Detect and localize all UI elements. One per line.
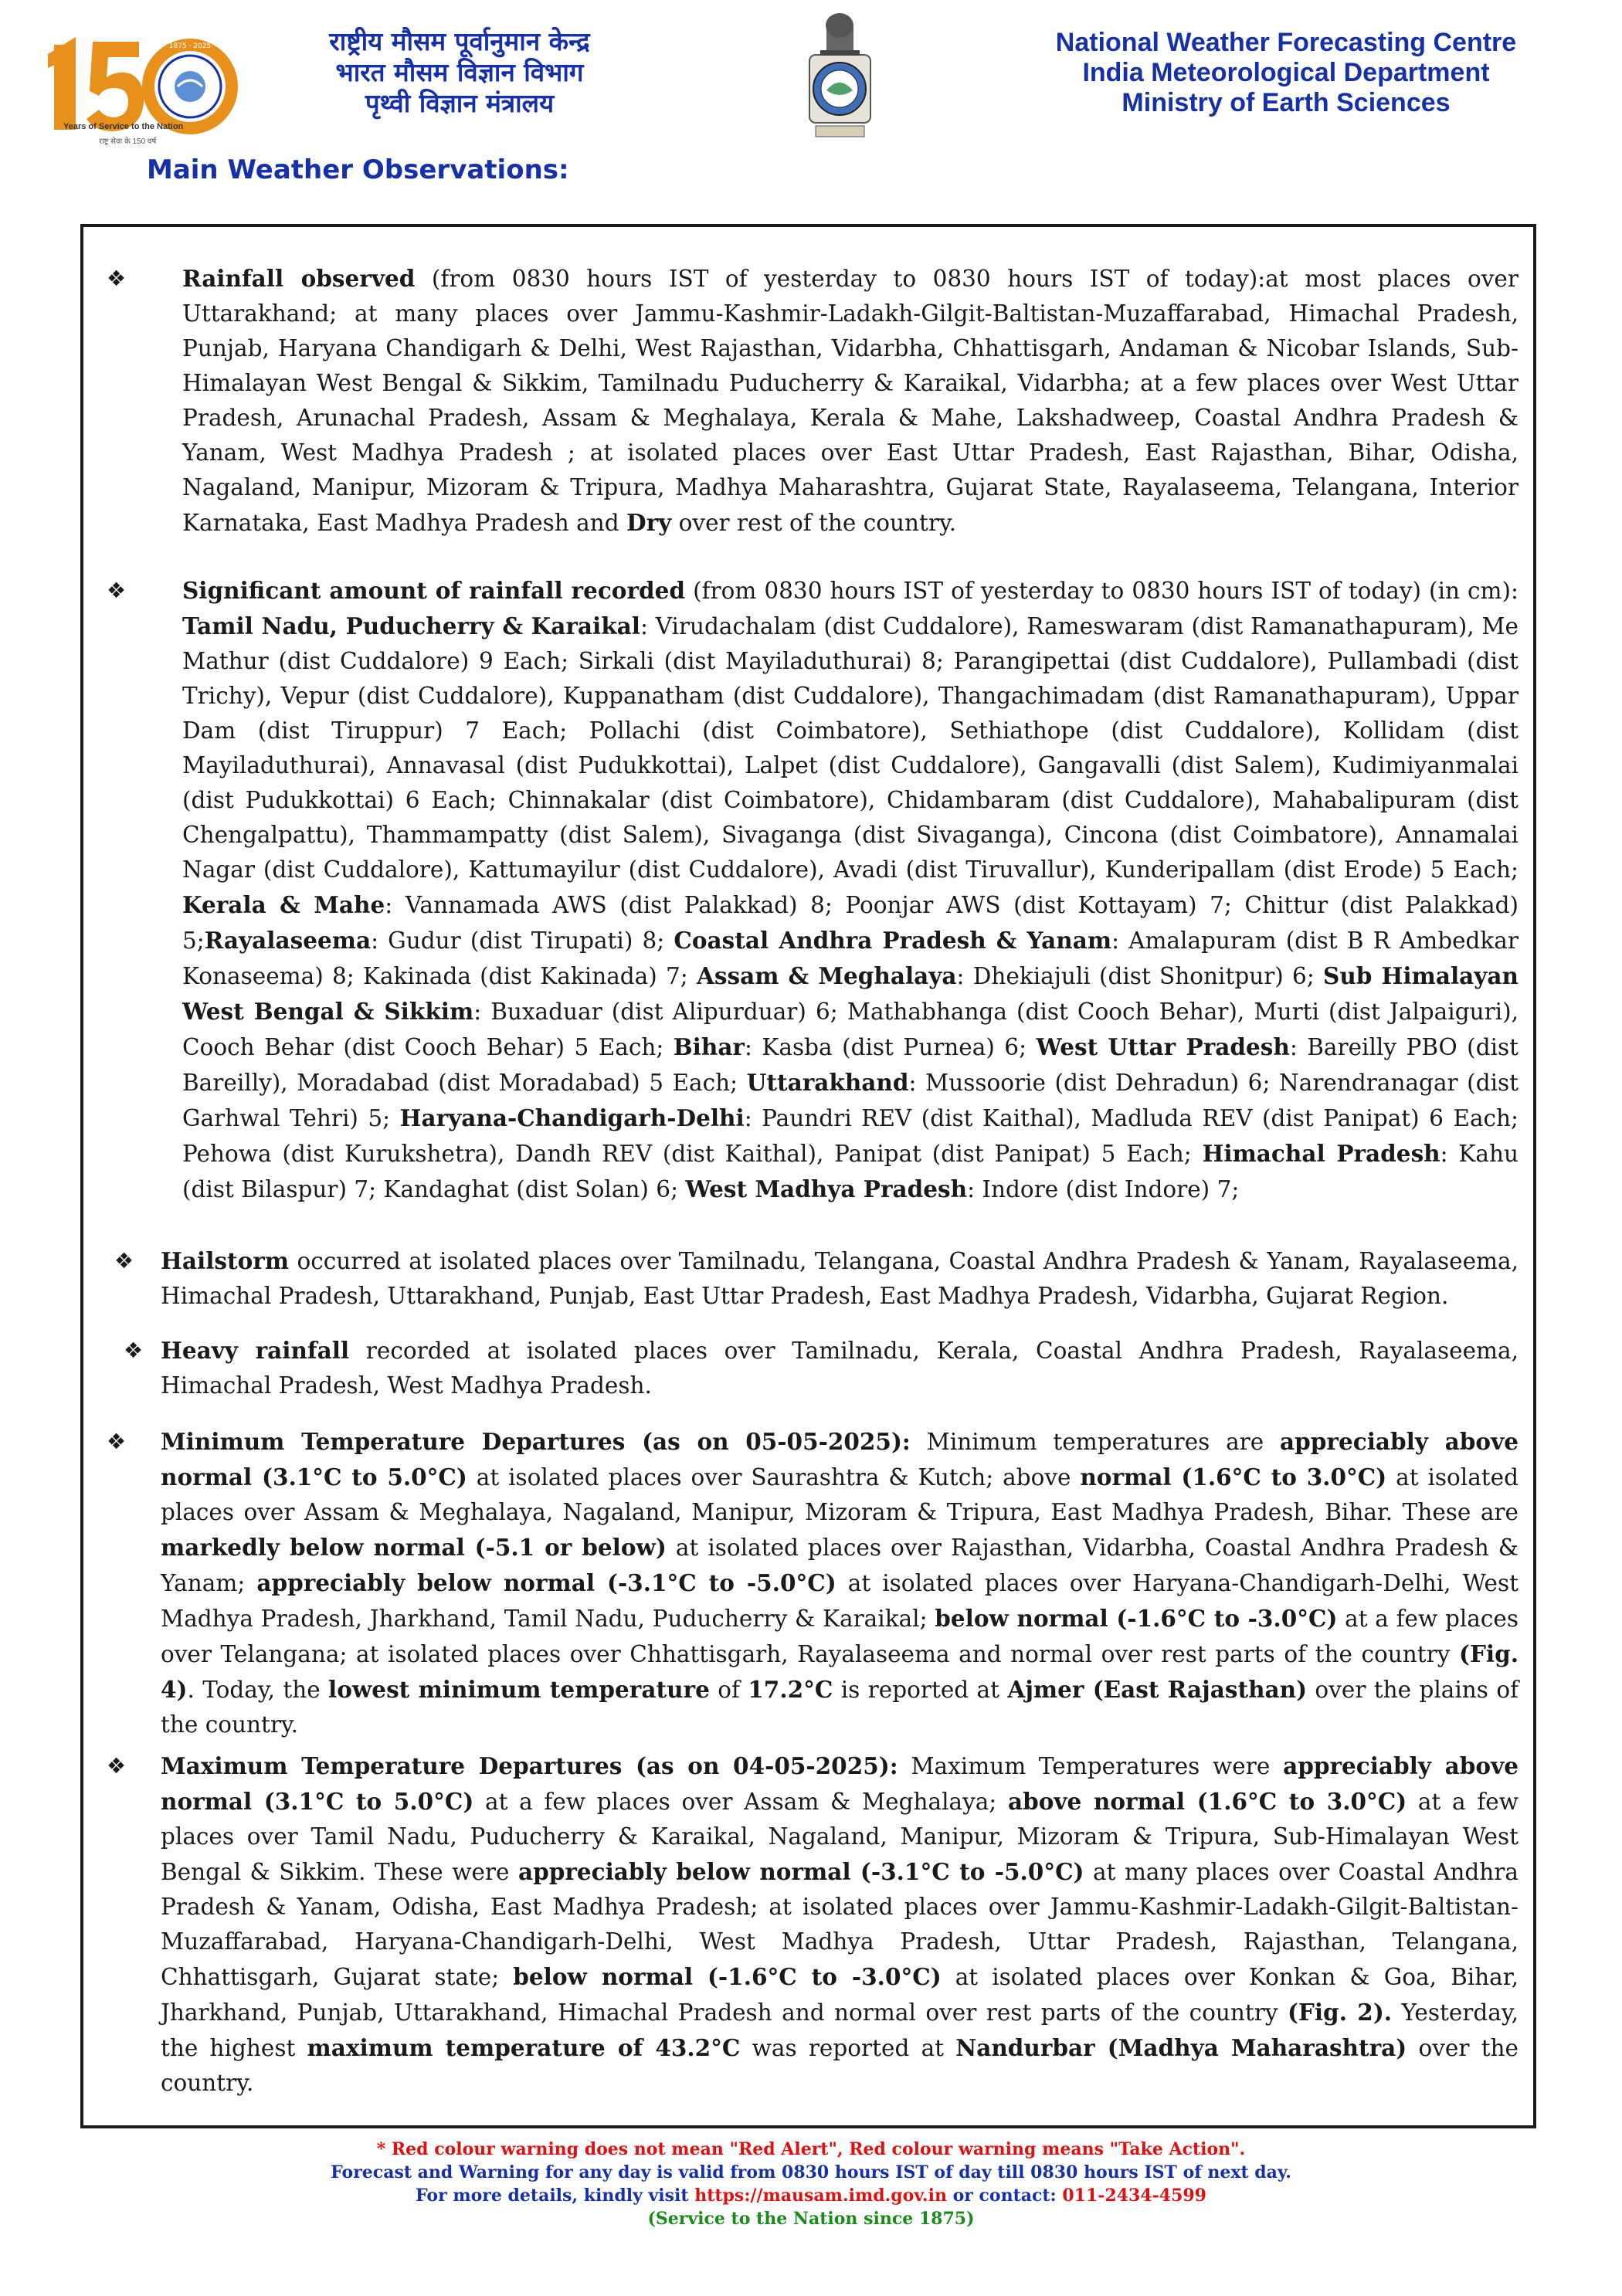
rainfall-label: Rainfall observed xyxy=(182,265,416,292)
page-footer xyxy=(0,2138,1622,2230)
page-header xyxy=(0,0,1622,162)
hindi-line-3: पृथ्वी विज्ञान मंत्रालय xyxy=(365,88,555,118)
logo-caption: Years of Service to the Nation xyxy=(63,122,184,131)
hindi-line-1: राष्ट्रीय मौसम पूर्वानुमान केन्द्र xyxy=(329,26,590,56)
hindi-org-name xyxy=(259,26,660,119)
max-temp-text: Maximum Temperature Departures (as on 04-05-2025): Maximum Temperatures were appreciably above normal (3.1°C to 5.0°C) at a few places over Assam & Meghalaya; above normal (1.6°C to 3.0°C) at a few places over Tamil Nadu, Puducherry & Karaikal, Nagaland, Manipur, Mizoram & Tripura, Sub-Himalayan West Bengal & Sikkim. These were appreciably below normal (-3.1°C to -5.0°C) at many places over Coastal Andhra Pradesh & Yanam, Odisha, East Madhya Pradesh; at isolated places over Jammu-Kashmir-Ladakh-Gilgit-Baltistan-Muzaffarabad, Haryana-Chandigarh-Delhi, West Madhya Pradesh, Uttar Pradesh, Rajasthan, Telangana, Chhattisgarh, Gujarat state; below normal (-1.6°C to -3.0°C) at isolated places over Konkan & Goa, Bihar, Jharkhand, Punjab, Uttarakhand, Himachal Pradesh and normal over rest parts of the country (Fig. 2). Yesterday, the highest maximum temperature of 43.2°C was reported at Nandurbar (Madhya Maharashtra) over the country. xyxy=(161,1752,1519,2096)
english-line-2: India Meteorological Department xyxy=(1082,58,1490,87)
diamond-bullet-icon: ❖ xyxy=(114,1248,134,1273)
rainfall-observed-item xyxy=(182,261,1519,541)
red-warning-note: * Red colour warning does not mean "Red Alert", Red colour warning means "Take Action". xyxy=(376,2139,1246,2159)
max-temp-label: Maximum Temperature Departures (as on 04-05-2025): xyxy=(161,1752,898,1779)
validity-note: Forecast and Warning for any day is valid from 0830 hours IST of day till 0830 hours IST of next day. xyxy=(331,2162,1291,2182)
heavy-rainfall-item xyxy=(161,1333,1519,1403)
heavy-rainfall-text: Heavy rainfall recorded at isolated places over Tamilnadu, Kerala, Coastal Andhra Pradesh, Rayalaseema, Himachal Pradesh, West Madhya Pradesh. xyxy=(161,1337,1519,1399)
english-line-3: Ministry of Earth Sciences xyxy=(1121,88,1451,117)
national-emblem-icon xyxy=(803,4,877,143)
significant-label: Significant amount of rainfall recorded xyxy=(182,577,686,604)
min-temp-item xyxy=(161,1424,1519,1742)
diamond-bullet-icon: ❖ xyxy=(107,578,127,603)
max-temp-item xyxy=(161,1748,1519,2101)
min-temp-text: Minimum Temperature Departures (as on 05-05-2025): Minimum temperatures are appreciably above normal (3.1°C to 5.0°C) at isolated places over Saurashtra & Kutch; above normal (1.6°C to 3.0°C) at isolated places over Assam & Meghalaya, Nagaland, Manipur, Mizoram & Tripura, East Madhya Pradesh, Bihar. These are markedly below normal (-5.1 or below) at isolated places over Rajasthan, Vidarbha, Coastal Andhra Pradesh & Yanam; appreciably below normal (-3.1°C to -5.0°C) at isolated places over Haryana-Chandigarh-Delhi, West Madhya Pradesh, Jharkhand, Tamil Nadu, Puducherry & Karaikal; below normal (-1.6°C to -3.0°C) at a few places over Telangana; at isolated places over Chhattisgarh, Rayalaseema and normal over rest parts of the country (Fig. 4). Today, the lowest minimum temperature of 17.2°C is reported at Ajmer (East Rajasthan) over the plains of the country. xyxy=(161,1428,1519,1738)
svg-text:1875 · 2025: 1875 · 2025 xyxy=(168,42,212,50)
diamond-bullet-icon: ❖ xyxy=(107,1429,127,1454)
heavy-rainfall-label: Heavy rainfall xyxy=(161,1337,350,1364)
diamond-bullet-icon: ❖ xyxy=(107,266,127,291)
english-org-name xyxy=(969,28,1603,118)
hailstorm-item xyxy=(161,1243,1519,1314)
service-note: (Service to the Nation since 1875) xyxy=(647,2209,975,2229)
diamond-bullet-icon: ❖ xyxy=(107,1753,127,1779)
hailstorm-label: Hailstorm xyxy=(161,1247,290,1274)
contact-line: For more details, kindly visit https://mausam.imd.gov.in or contact: 011-2434-4599 xyxy=(415,2186,1206,2206)
diamond-bullet-icon: ❖ xyxy=(124,1338,144,1363)
hindi-line-2: भारत मौसम विज्ञान विभाग xyxy=(335,57,584,87)
page-title: Main Weather Observations: xyxy=(147,154,569,185)
observations-box xyxy=(80,224,1536,2128)
hailstorm-text: Hailstorm occurred at isolated places over Tamilnadu, Telangana, Coastal Andhra Pradesh & Yanam, Rayalaseema, Himachal Pradesh, Uttarakhand, Punjab, East Uttar Pradesh, East Madhya Pradesh, Vidarbha, Gujarat Region. xyxy=(161,1247,1519,1309)
logo-hindi-caption: राष्ट्र सेवा के 150 वर्ष xyxy=(99,137,157,146)
contact-phone: 011-2434-4599 xyxy=(1062,2186,1206,2206)
significant-rainfall-item xyxy=(182,573,1519,1207)
significant-rainfall-text: Significant amount of rainfall recorded (from 0830 hours IST of yesterday to 0830 hours IST of today) (in cm): Tamil Nadu, Puducherry & Karaikal: Virudachalam (dist Cuddalore), Rameswaram (dist Ramanathapuram), Me Mathur (dist Cuddalore) 9 Each; Sirkali (dist Mayiladuthurai) 8; Parangipettai (dist Cuddalore), Pullambadi (dist Trichy), Vepur (dist Cuddalore), Kuppanatham (dist Cuddalore), Thangachimadam (dist Ramanathapuram), Uppar Dam (dist Tiruppur) 7 Each; Pollachi (dist Coimbatore), Sethiathope (dist Cuddalore), Kollidam (dist Mayiladuthurai), Annavasal (dist Pudukkottai), Lalpet (dist Cuddalore), Gangavalli (dist Salem), Kudimiyanmalai (dist Pudukkottai) 6 Each; Chinnakalar (dist Coimbatore), Chidambaram (dist Cuddalore), Mahabalipuram (dist Chengalpattu), Thammampatty (dist Salem), Sivaganga (dist Sivaganga), Cincona (dist Coimbatore), Annamalai Nagar (dist Cuddalore), Kattumayilur (dist Cuddalore), Avadi (dist Tiruvallur), Kunderipallam (dist Erode) 5 Each; Kerala & Mahe: Vannamada AWS (dist Palakkad) 8; Poonjar AWS (dist Kottayam) 7; Chittur (dist Palakkad) 5;Rayalaseema: Gudur (dist Tirupati) 8; Coastal Andhra Pradesh & Yanam: Amalapuram (dist B R Ambedkar Konaseema) 8; Kakinada (dist Kakinada) 7; Assam & Meghalaya: Dhekiajuli (dist Shonitpur) 6; Sub Himalayan West Bengal & Sikkim: Buxaduar (dist Alipurduar) 6; Mathabhanga (dist Cooch Behar), Murti (dist Jalpaiguri), Cooch Behar (dist Cooch Behar) 5 Each; Bihar: Kasba (dist Purnea) 6; West Uttar Pradesh: Bareilly PBO (dist Bareilly), Moradabad (dist Moradabad) 5 Each; Uttarakhand: Mussoorie (dist Dehradun) 6; Narendranagar (dist Garhwal Tehri) 5; Haryana-Chandigarh-Delhi: Paundri REV (dist Kaithal), Madluda REV (dist Panipat) 6 Each; Pehowa (dist Kurukshetra), Dandh REV (dist Kaithal), Panipat (dist Panipat) 5 Each; Himachal Pradesh: Kahu (dist Bilaspur) 7; Kandaghat (dist Solan) 6; West Madhya Pradesh: Indore (dist Indore) 7; xyxy=(182,577,1519,1202)
website-link[interactable]: https://mausam.imd.gov.in xyxy=(694,2186,947,2206)
english-line-1: National Weather Forecasting Centre xyxy=(1055,28,1517,57)
min-temp-label: Minimum Temperature Departures (as on 05-05-2025): xyxy=(161,1428,911,1455)
rainfall-observed-text: Rainfall observed (from 0830 hours IST of yesterday to 0830 hours IST of today):at most places over Uttarakhand; at many places over Jammu-Kashmir-Ladakh-Gilgit-Baltistan-Muzaffarabad, Himachal Pradesh, Punjab, Haryana Chandigarh & Delhi, West Rajasthan, Vidarbha, Chhattisgarh, Andaman & Nicobar Islands, Sub-Himalayan West Bengal & Sikkim, Tamilnadu Puducherry & Karaikal, Vidarbha; at a few places over West Uttar Pradesh, Arunachal Pradesh, Assam & Meghalaya, Kerala & Mahe, Lakshadweep, Coastal Andhra Pradesh & Yanam, West Madhya Pradesh ; at isolated places over East Uttar Pradesh, East Rajasthan, Bihar, Odisha, Nagaland, Manipur, Mizoram & Tripura, Madhya Maharashtra, Gujarat State, Rayalaseema, Telangana, Interior Karnataka, East Madhya Pradesh and Dry over rest of the country. xyxy=(182,265,1519,536)
